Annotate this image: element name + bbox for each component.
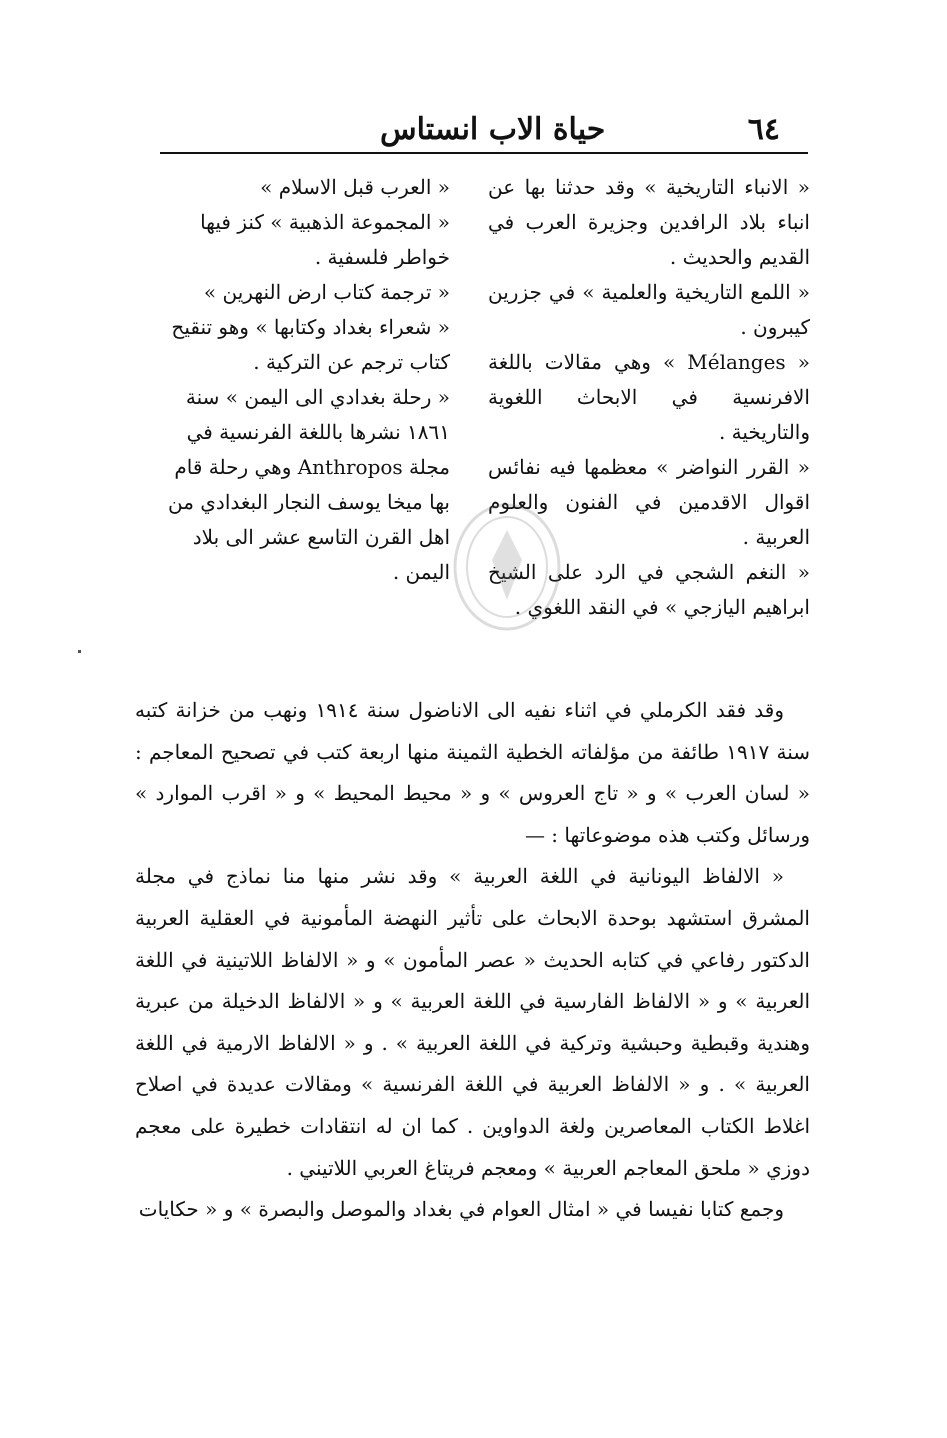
list-item: « ترجمة كتاب ارض النهرين »	[203, 280, 450, 304]
header-rule	[160, 152, 808, 154]
left-column	[148, 170, 450, 590]
page-number: ٦٤	[747, 112, 780, 147]
list-item: « الانباء التاريخية » وقد حدثنا بها عن انباء بلاد الرافدين وجزيرة العرب في القديم والحديث .	[488, 175, 810, 269]
list-item: « النغم الشجي في الرد على الشيخ ابراهيم اليازجي » في النقد اللغوي .	[488, 560, 810, 619]
list-item: « المجموعة الذهبية » كنز فيها خواطر فلسفية .	[200, 210, 450, 269]
running-title: حياة الاب انستاس	[380, 112, 606, 147]
page-header	[160, 108, 810, 152]
paragraph: « الالفاظ اليونانية في اللغة العربية » وقد نشر منها منا نماذج في مجلة المشرق استشهد بوحدة الابحاث على تأثير النهضة المأمونية في العقلية العربية الدكتور رفاعي في كتابه الحديث « عصر المأمون » و « الالفاظ اللاتينية في اللغة العربية » و « الالفاظ الفارسية في اللغة العربية » و « الالفاظ الدخيلة من عبرية وهندية وقبطية وحبشية وتركية في اللغة العربية » . و « الالفاظ الارمية في اللغة العربية » . و « الالفاظ العربية في اللغة الفرنسية » ومقالات عديدة في اصلاح اغلاط الكتاب المعاصرين ولغة الدواوين . كما ان له انتقادات خطيرة على معجم دوزي « ملحق المعاجم العربية » ومعجم فريتاغ العربي اللاتيني .	[135, 864, 810, 1180]
body-text	[135, 690, 810, 1231]
library-stamp-icon	[450, 500, 565, 635]
list-item: « اللمع التاريخية والعلمية » في جزرين كيبرون .	[488, 280, 810, 339]
list-item: « القرر النواضر » معظمها فيه نفائس اقوال الاقدمين في الفنون والعلوم العربية .	[488, 455, 810, 549]
list-item: « Mélanges » وهي مقالات باللغة الافرنسية في الابحاث اللغوية والتاريخية .	[488, 350, 811, 444]
list-item: « رحلة بغدادي الى اليمن » سنة ١٨٦١ نشرها باللغة الفرنسية في مجلة Anthropos وهي رحلة قام بها ميخا يوسف النجار البغدادي من اهل القرن التاسع عشر الى بلاد اليمن .	[167, 385, 450, 584]
scan-speck	[78, 650, 81, 653]
paragraph: وجمع كتابا نفيسا في « امثال العوام في بغداد والموصل والبصرة » و « حكايات	[138, 1197, 784, 1222]
paragraph: وقد فقد الكرملي في اثناء نفيه الى الاناضول سنة ١٩١٤ ونهب من خزانة كتبه سنة ١٩١٧ طائفة من مؤلفاته الخطية الثمينة منها اربعة كتب في تصحيح المعاجم : « لسان العرب » و « تاج العروس » و « محيط المحيط » و « اقرب الموارد » ورسائل وكتب هذه موضوعاتها : —	[135, 698, 810, 847]
list-item: « شعراء بغداد وكتابها » وهو تنقيح كتاب ترجم عن التركية .	[171, 315, 450, 374]
list-item: « العرب قبل الاسلام »	[260, 175, 450, 199]
